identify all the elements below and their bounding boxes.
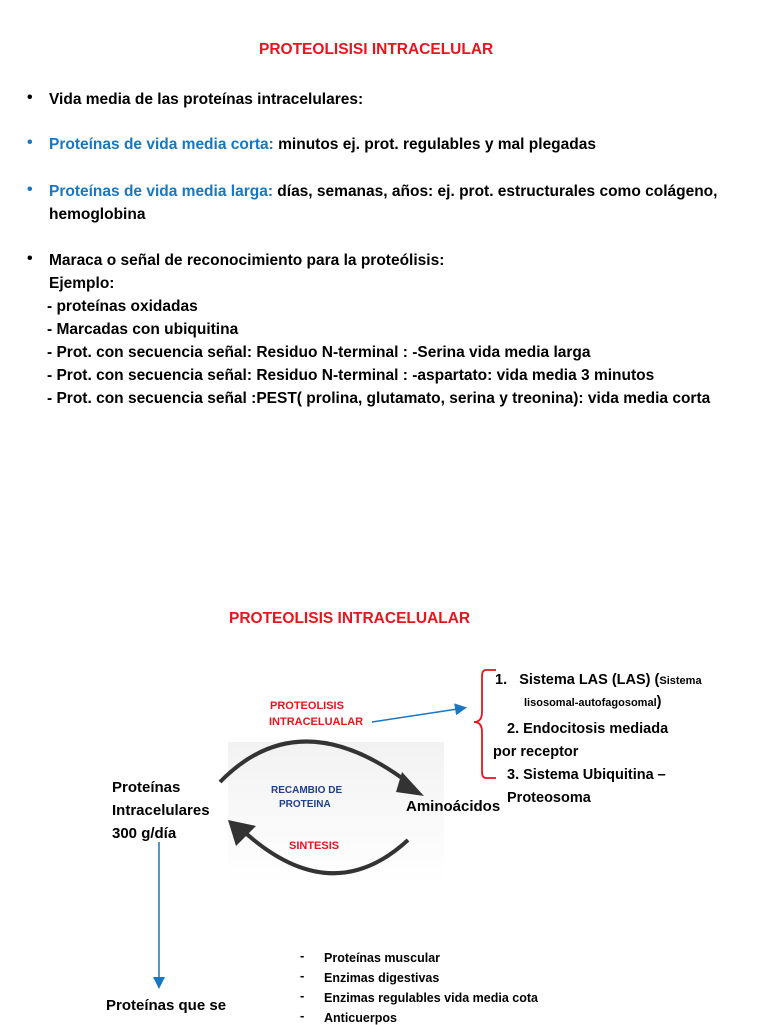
example-line: - Prot. con secuencia señal: Residuo N-terminal : -aspartato: vida media 3 minutos: [47, 367, 655, 384]
slide1-title: PROTEOLISISI INTRACELULAR: [259, 41, 494, 58]
system-3: 3. Sistema Ubiquitina –: [507, 767, 666, 783]
system-1-close: ): [656, 694, 662, 710]
label-intraceluar: INTRACELUALAR: [269, 716, 364, 728]
slide2-title: PROTEOLISIS INTRACELUALAR: [229, 610, 471, 627]
systems-bracket: [474, 670, 496, 778]
list-item: Enzimas regulables vida media cota: [324, 991, 538, 1005]
vida-larga-text: días, semanas, años: ej. prot. estructurales como colágeno,: [272, 183, 718, 200]
bullet-vida-larga-cont: hemoglobina: [49, 206, 146, 223]
vida-corta-text: minutos ej. prot. regulables y mal plegadas: [273, 136, 596, 153]
example-line: Ejemplo:: [49, 275, 115, 292]
list-item: Anticuerpos: [324, 1011, 397, 1025]
example-line: - Prot. con secuencia señal :PEST( prolina, glutamato, serina y treonina): vida media corta: [47, 390, 711, 407]
system-1-small-b: lisosomal-autofagosomal: [524, 697, 657, 709]
list-item: Enzimas digestivas: [324, 971, 440, 985]
label-proteolisis: PROTEOLISIS: [270, 700, 344, 712]
vida-larga-colon: :: [267, 183, 273, 200]
bullet-dot: •: [27, 250, 33, 267]
system-1-small-a: Sistema: [659, 675, 702, 687]
node-aminoacidos: Aminoácidos: [406, 798, 501, 815]
system-3-cont: Proteosoma: [507, 790, 591, 806]
label-recambio: RECAMBIO DE: [271, 785, 343, 796]
bullet-dot: •: [27, 134, 33, 151]
vida-corta-colon: :: [268, 136, 274, 153]
bullet-senal: Maraca o señal de reconocimiento para la proteólisis:: [49, 252, 445, 269]
system-1-cont: [524, 694, 661, 710]
system-1-num: 1.: [495, 672, 508, 688]
label-proteina: PROTEINA: [279, 799, 331, 810]
system-2: 2. Endocitosis mediada: [507, 721, 669, 737]
vida-larga-label: Proteínas de vida media larga: [49, 183, 268, 200]
bullet-dot: •: [27, 181, 33, 198]
example-line: - Marcadas con ubiquitina: [47, 321, 239, 338]
list-dash: -: [300, 968, 305, 983]
list-dash: -: [300, 988, 305, 1003]
bullet-dot: •: [27, 89, 33, 106]
list-dash: -: [300, 948, 305, 963]
node-300g: 300 g/día: [112, 825, 177, 842]
system-1: [495, 672, 702, 688]
node-intracelulares: Intracelulares: [112, 802, 210, 819]
list-item: Proteínas muscular: [324, 951, 441, 965]
label-sintesis: SINTESIS: [289, 840, 340, 852]
bottom-left-text: Proteínas que se: [106, 997, 227, 1014]
system-2-cont: por receptor: [493, 744, 579, 760]
list-dash: -: [300, 1008, 305, 1023]
example-line: - Prot. con secuencia señal: Residuo N-terminal : -Serina vida media larga: [47, 344, 591, 361]
example-line: - proteínas oxidadas: [47, 298, 198, 315]
system-1-main: Sistema LAS (LAS) (: [519, 672, 660, 688]
arrow-to-systems: [372, 708, 464, 722]
bullet-vida-media: Vida media de las proteínas intracelulares:: [49, 91, 364, 108]
node-proteinas: Proteínas: [112, 779, 181, 796]
vida-corta-label: Proteínas de vida media corta: [49, 136, 269, 153]
